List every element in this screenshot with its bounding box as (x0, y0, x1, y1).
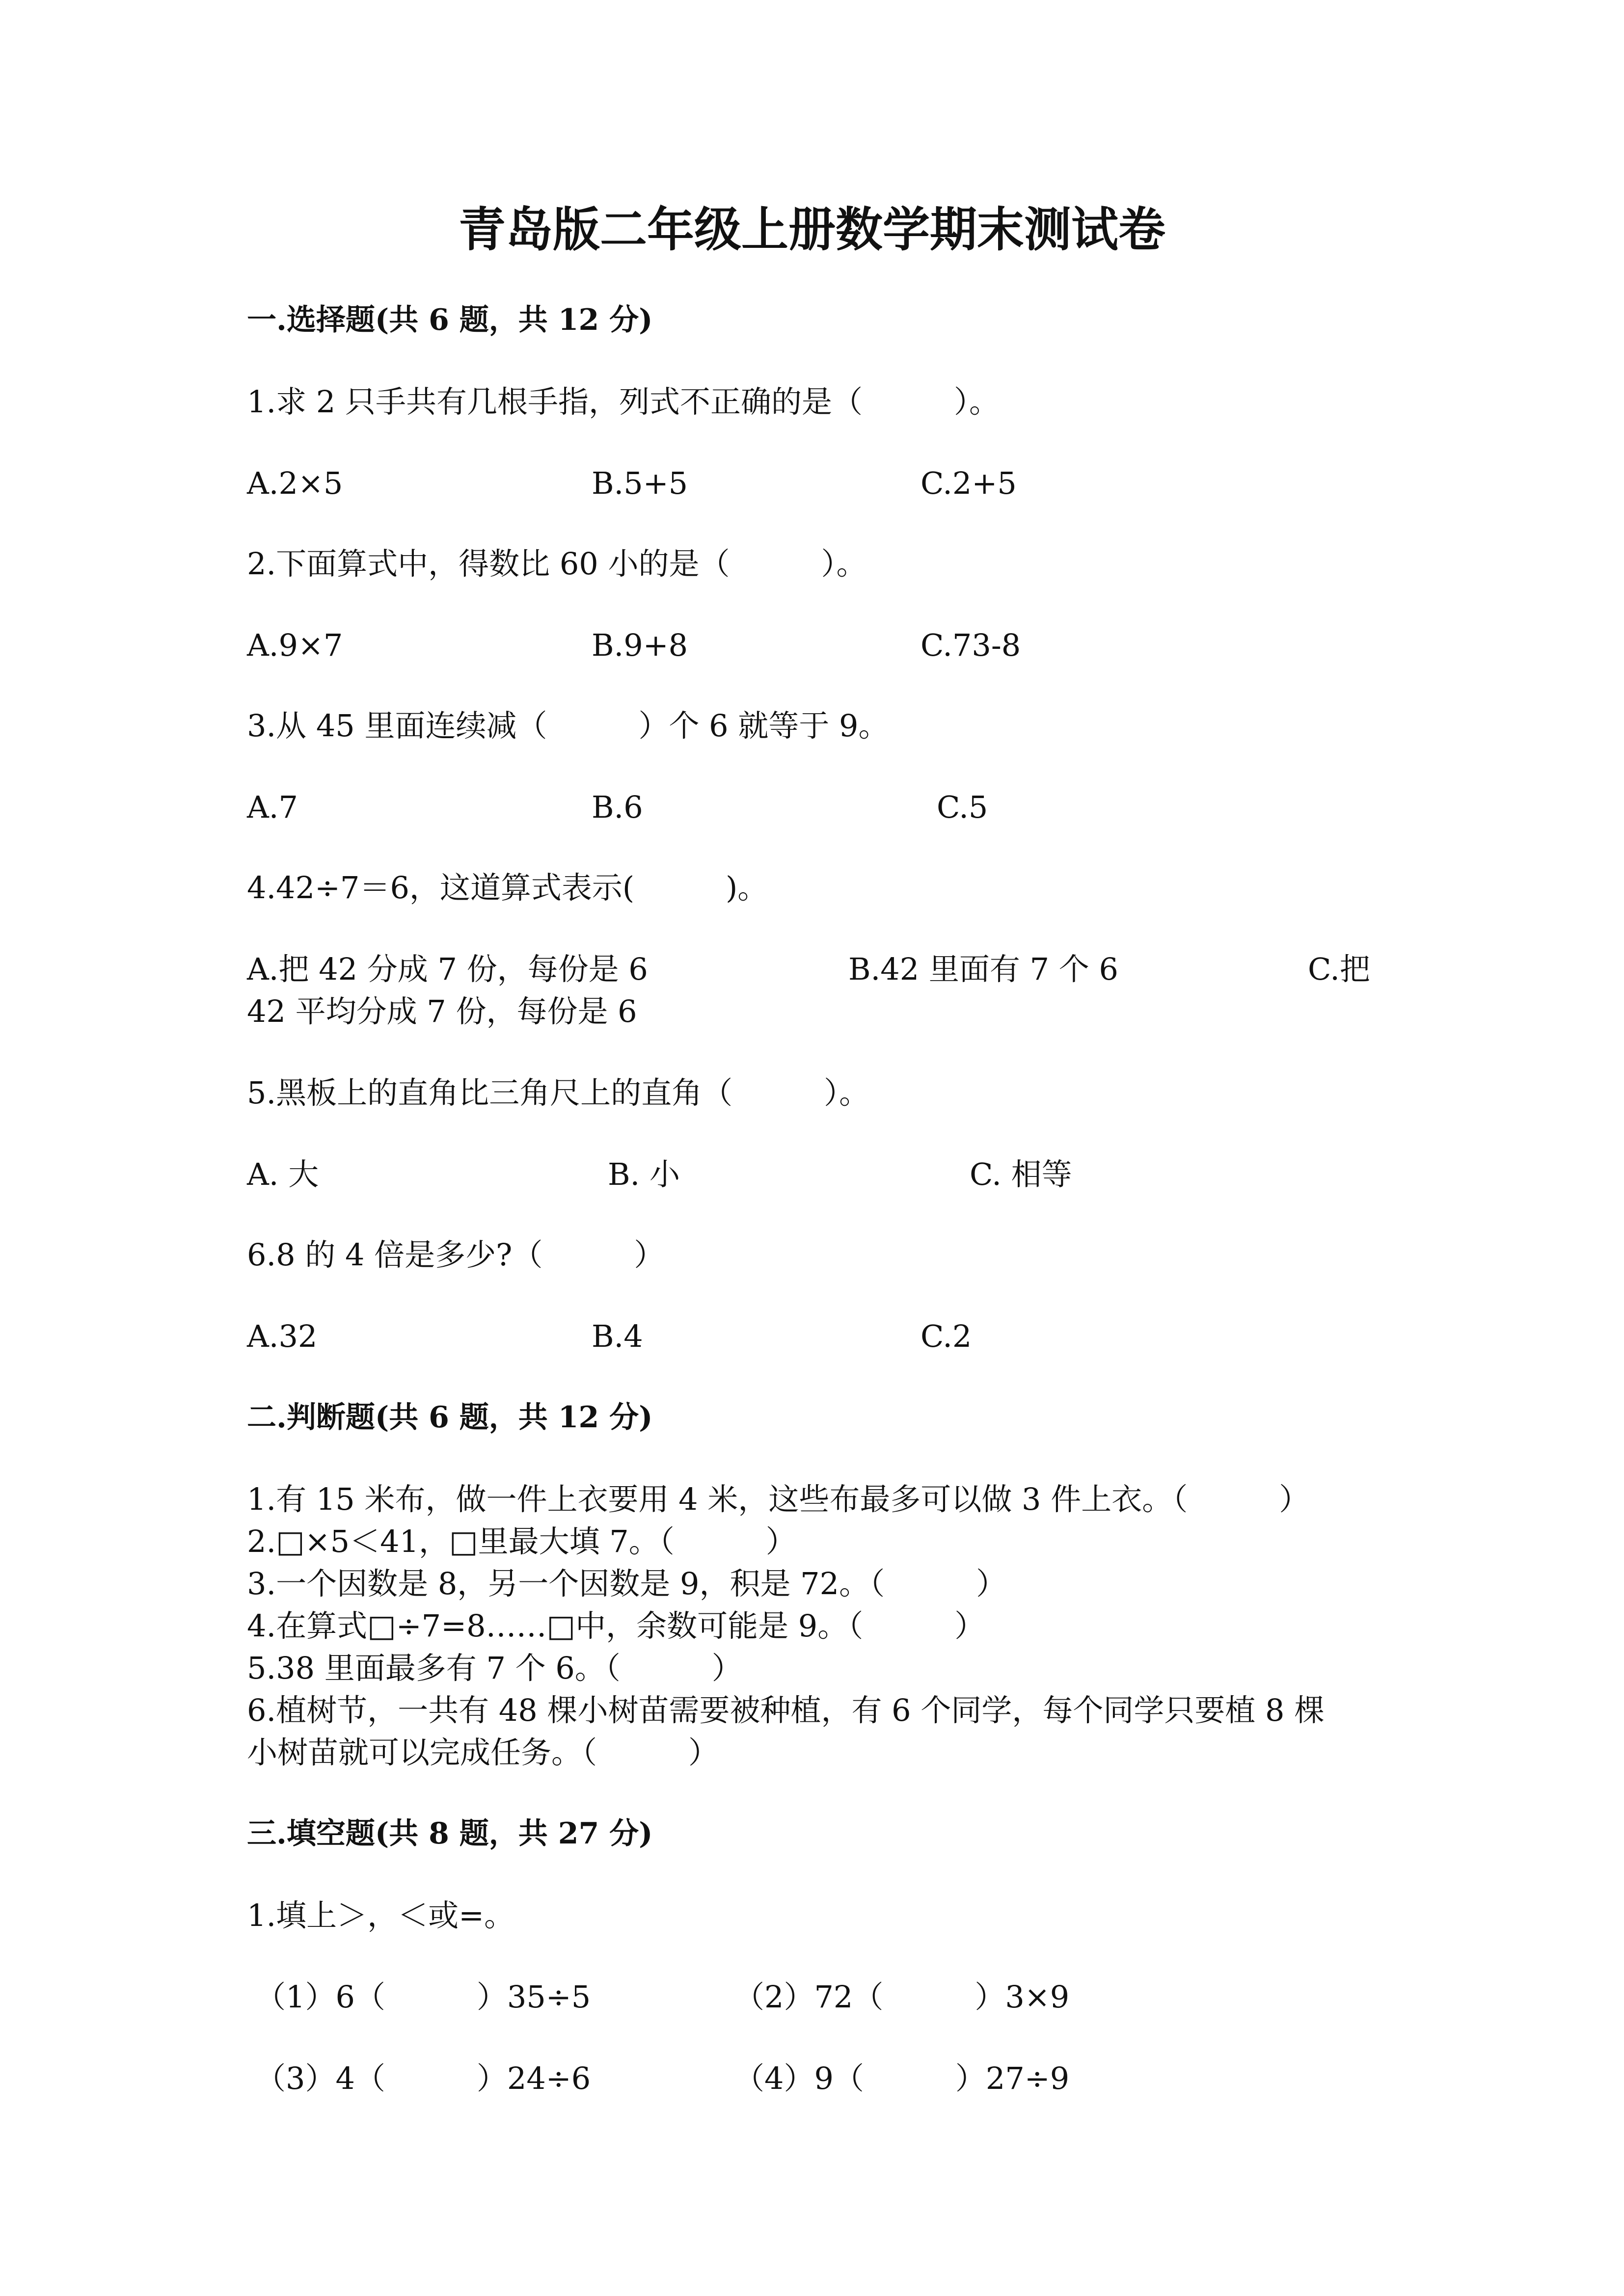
option-a: A.9×7 (247, 627, 343, 663)
section-heading-fill-blank: 三.填空题(共 8 题，共 27 分) (247, 1816, 653, 1851)
fill-item: （3）4（ ）24÷6 (255, 2060, 591, 2096)
judgement-line: 4.在算式□÷7=8……□中，余数可能是 9。（ ） (247, 1608, 985, 1644)
option-b: B.6 (592, 789, 643, 825)
option-c: C.5 (937, 789, 988, 825)
fill-item: （2）72（ ）3×9 (734, 1979, 1070, 2015)
fill-item: （4）9（ ）27÷9 (734, 2060, 1070, 2096)
option-c: C.把 (1308, 951, 1370, 987)
question-stem: 1.填上＞，＜或=。 (247, 1897, 515, 1933)
option-a: A.2×5 (247, 465, 343, 501)
option-c: C.2 (920, 1318, 972, 1354)
fill-item: （1）6（ ）35÷5 (255, 1979, 591, 2015)
option-a: A. 大 (247, 1156, 319, 1192)
judgement-line: 小树苗就可以完成任务。（ ） (247, 1735, 719, 1770)
section-heading-judgement: 二.判断题(共 6 题，共 12 分) (247, 1400, 653, 1435)
option-b: B.5+5 (592, 465, 688, 501)
judgement-line: 6.植树节，一共有 48 棵小树苗需要被种植，有 6 个同学，每个同学只要植 8 棵 (247, 1692, 1325, 1728)
judgement-line: 3.一个因数是 8，另一个因数是 9，积是 72。（ ） (247, 1566, 1007, 1602)
question-stem: 4.42÷7＝6，这道算式表示( )。 (247, 870, 768, 906)
section-heading-choice: 一.选择题(共 6 题，共 12 分) (247, 303, 653, 337)
question-stem: 3.从 45 里面连续减（ ）个 6 就等于 9。 (247, 708, 889, 744)
option-a: A.把 42 分成 7 份，每份是 6 (247, 951, 648, 987)
question-stem: 6.8 的 4 倍是多少?（ ） (247, 1237, 665, 1273)
judgement-line: 5.38 里面最多有 7 个 6。（ ） (247, 1650, 742, 1686)
option-b: B.42 里面有 7 个 6 (848, 951, 1118, 987)
question-stem: 1.求 2 只手共有几根手指，列式不正确的是（ ）。 (247, 384, 1000, 420)
option-a: A.7 (247, 789, 298, 825)
option-c-continued: 42 平均分成 7 份，每份是 6 (247, 993, 637, 1029)
judgement-line: 2.□×5＜41，□里最大填 7。（ ） (247, 1523, 796, 1559)
judgement-line: 1.有 15 米布，做一件上衣要用 4 米，这些布最多可以做 3 件上衣。（ ） (247, 1481, 1310, 1517)
question-stem: 5.黑板上的直角比三角尺上的直角（ ）。 (247, 1075, 870, 1111)
option-c: C.73-8 (920, 627, 1021, 663)
option-a: A.32 (247, 1318, 318, 1354)
page-title: 青岛版二年级上册数学期末测试卷 (459, 202, 1165, 257)
question-stem: 2.下面算式中，得数比 60 小的是（ ）。 (247, 546, 867, 582)
option-b: B. 小 (608, 1156, 680, 1192)
option-b: B.9+8 (592, 627, 688, 663)
option-b: B.4 (592, 1318, 643, 1354)
option-c: C. 相等 (970, 1156, 1072, 1192)
option-c: C.2+5 (920, 465, 1017, 501)
